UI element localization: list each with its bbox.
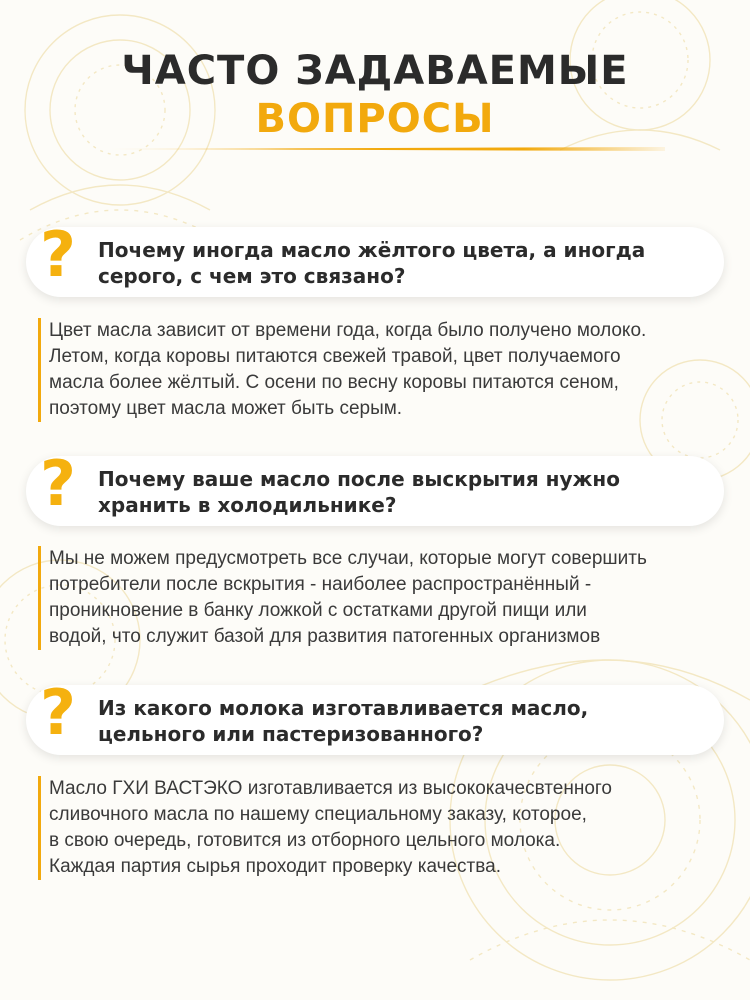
- page-title-highlight: ВОПРОСЫ: [255, 96, 495, 142]
- answer-line: Мы не можем предусмотреть все случаи, которые могут совершить: [49, 548, 647, 569]
- question-mark-icon: ?: [40, 447, 76, 520]
- page-title: ЧАСТО ЗАДАВАЕМЫЕ: [121, 48, 629, 94]
- question-text: [98, 695, 698, 747]
- answer-line: Летом, когда коровы питаются свежей травой, цвет получаемого: [49, 346, 621, 367]
- answer-line: Масло ГХИ ВАСТЭКО изготавливается из высококачесвтенного: [49, 778, 612, 799]
- question-card: [26, 676, 724, 755]
- question-text: [98, 466, 698, 518]
- answer-line: поэтому цвет масла может быть серым.: [49, 398, 403, 419]
- answer-text: [38, 776, 739, 880]
- page-header: [0, 48, 750, 144]
- answer-line: водой, что служит базой для развития патогенных организмов: [49, 626, 601, 647]
- answer-text: [38, 318, 739, 422]
- title-underline-divider: [100, 147, 665, 151]
- answer-line: Каждая партия сырья проходит проверку качества.: [49, 856, 501, 877]
- question-mark-icon: ?: [40, 218, 76, 291]
- question-mark-icon: ?: [40, 676, 76, 749]
- question-card: [26, 447, 724, 526]
- question-line: хранить в холодильнике?: [98, 493, 397, 517]
- answer-line: сливочного масла по нашему специальному заказу, которое,: [49, 804, 587, 825]
- question-card: [26, 218, 724, 297]
- question-line: серого, с чем это связано?: [98, 264, 406, 288]
- question-line: Из какого молока изготавливается масло,: [98, 696, 589, 720]
- answer-line: потребители после вскрытия - наиболее распространённый -: [49, 574, 592, 595]
- answer-line: Цвет масла зависит от времени года, когда было получено молоко.: [49, 320, 647, 341]
- question-line: цельного или пастеризованного?: [98, 722, 484, 746]
- answer-text: [38, 546, 739, 650]
- question-line: Почему ваше масло после выскрытия нужно: [98, 467, 620, 491]
- question-line: Почему иногда масло жёлтого цвета, а иногда: [98, 238, 646, 262]
- question-text: [98, 237, 698, 289]
- answer-line: масла более жёлтый. С осени по весну коровы питаются сеном,: [49, 372, 619, 393]
- answer-line: проникновение в банку ложкой с остатками другой пищи или: [49, 600, 587, 621]
- answer-line: в свою очередь, готовится из отборного цельного молока.: [49, 830, 561, 851]
